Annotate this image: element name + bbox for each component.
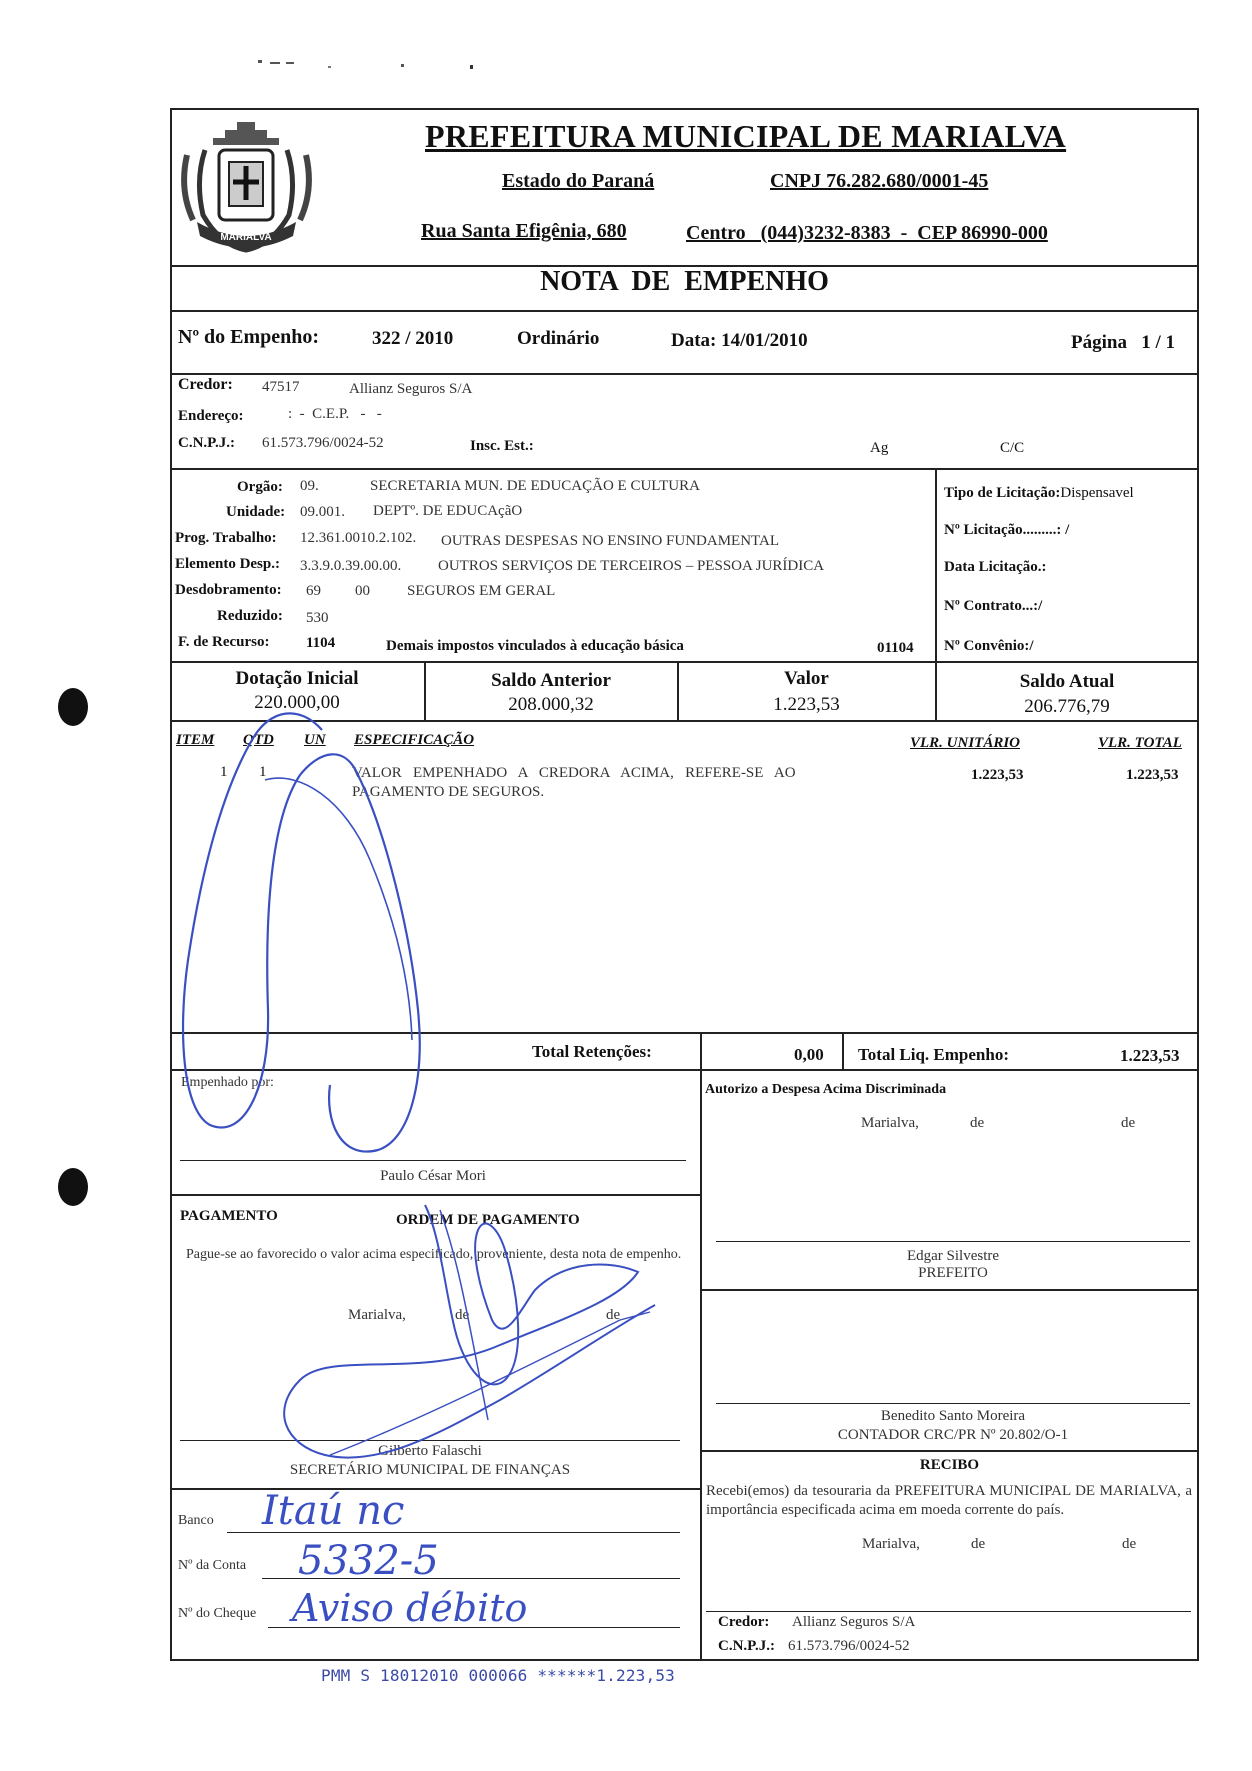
autorizo-city: Marialva,	[861, 1115, 919, 1131]
recibo-credor-value: Allianz Seguros S/A	[792, 1614, 916, 1630]
unidade-code: 09.001.	[300, 504, 345, 520]
endereco-label: Endereço:	[178, 408, 244, 424]
logo-banner-text: MARIALVA	[220, 232, 272, 243]
autorizo-de2: de	[1121, 1115, 1136, 1131]
valor-label: Valor	[784, 668, 829, 689]
header-state: Estado do Paraná	[502, 170, 655, 192]
total-retencoes-label: Total Retenções:	[532, 1042, 652, 1061]
unidade-desc: DEPTº. DE EDUCAçãO	[373, 503, 523, 519]
prog-trabalho-desc: OUTRAS DESPESAS NO ENSINO FUNDAMENTAL	[441, 533, 779, 549]
scan-specks	[258, 58, 488, 70]
cnpj-label: C.N.P.J.:	[178, 435, 235, 451]
banco-handwritten: Itaú nc	[262, 1488, 405, 1534]
divider	[842, 1032, 844, 1070]
reduzido-label: Reduzido:	[217, 608, 283, 624]
signature-line	[706, 1611, 1191, 1612]
saldo-atual-label: Saldo Atual	[1019, 671, 1115, 692]
page-title: PREFEITURA MUNICIPAL DE MARIALVA	[425, 118, 1067, 154]
signature-line	[716, 1241, 1190, 1242]
numero-convenio: Nº Convênio:/	[944, 638, 1034, 654]
contador-role: CONTADOR CRC/PR Nº 20.802/O-1	[837, 1427, 1069, 1443]
header-cnpj: CNPJ 76.282.680/0001-45	[770, 170, 989, 192]
recibo-cnpj-value: 61.573.796/0024-52	[788, 1638, 910, 1654]
credor-code: 47517	[262, 379, 300, 395]
autorizo-de1: de	[970, 1115, 985, 1131]
divider	[170, 1194, 701, 1196]
recibo-credor-label: Credor:	[718, 1614, 770, 1630]
divider	[170, 373, 1199, 375]
col-item: ITEM	[176, 732, 215, 748]
recibo-de2: de	[1122, 1536, 1137, 1552]
pagamento-city: Marialva,	[348, 1307, 406, 1323]
prefeito-name: Edgar Silvestre	[906, 1248, 1000, 1264]
tipo-licitacao-value: Dispensavel	[1060, 485, 1134, 501]
saldo-atual-value: 206.776,79	[1024, 696, 1110, 717]
credor-name: Allianz Seguros S/A	[349, 381, 473, 397]
municipal-coat-of-arms-logo	[175, 110, 318, 258]
recurso-label: F. de Recurso:	[178, 634, 270, 650]
reduzido-value: 530	[306, 610, 329, 626]
empenhado-por-name: Paulo César Mori	[380, 1168, 486, 1184]
saldo-anterior-label: Saldo Anterior	[491, 670, 611, 691]
empenho-date: Data: 14/01/2010	[671, 330, 808, 351]
divider	[700, 1450, 1199, 1452]
divider	[170, 720, 1199, 722]
divider	[170, 1032, 1199, 1034]
cheque-label: Nº do Cheque	[178, 1606, 257, 1621]
pagamento-label: PAGAMENTO	[180, 1208, 278, 1224]
empenho-type: Ordinário	[517, 328, 600, 349]
divider	[170, 1488, 701, 1490]
item-spec-line2: PAGAMENTO DE SEGUROS.	[352, 784, 545, 800]
orgao-label: Orgão:	[237, 479, 283, 495]
pagamento-text: Pague-se ao favorecido o valor acima especificado, proveniente, desta nota de empenho.	[186, 1247, 682, 1262]
recibo-cnpj-label: C.N.P.J.:	[718, 1638, 775, 1654]
item-total-value: 1.223,53	[1126, 767, 1179, 783]
divider	[170, 468, 1199, 470]
recurso-code: 1104	[306, 635, 336, 651]
header-contact: Centro (044)3232-8383 - CEP 86990-000	[686, 222, 1048, 244]
prog-trabalho-label: Prog. Trabalho:	[175, 530, 277, 546]
banco-label: Banco	[178, 1513, 214, 1528]
prog-trabalho-code: 12.361.0010.2.102.	[300, 530, 417, 546]
contador-name: Benedito Santo Moreira	[880, 1408, 1026, 1424]
recibo-city: Marialva,	[862, 1536, 920, 1552]
cheque-handwritten: Aviso débito	[292, 1586, 528, 1630]
conta-handwritten: 5332-5	[298, 1538, 439, 1584]
page-number: Página 1 / 1	[1071, 332, 1175, 353]
desdobramento-code: 69	[306, 583, 321, 599]
endereco-value: : - C.E.P. - -	[288, 406, 382, 422]
divider	[170, 661, 1199, 663]
saldo-anterior-value: 208.000,32	[508, 694, 594, 715]
item-unit-value: 1.223,53	[971, 767, 1024, 783]
pagamento-de1: de	[455, 1307, 470, 1323]
divider	[170, 1069, 1199, 1071]
dotacao-inicial-label: Dotação Inicial	[235, 668, 359, 689]
valor-value: 1.223,53	[773, 694, 840, 715]
divider	[700, 1069, 702, 1659]
insc-est-label: Insc. Est.:	[470, 438, 534, 454]
agencia-label: Ag	[870, 440, 889, 456]
total-liq-label: Total Liq. Empenho:	[858, 1045, 1009, 1064]
cnpj-value: 61.573.796/0024-52	[262, 435, 384, 451]
elemento-label: Elemento Desp.:	[175, 556, 280, 572]
tipo-licitacao-label	[944, 485, 1134, 502]
recurso-ref: 01104	[877, 640, 914, 656]
signature-line	[180, 1440, 680, 1441]
item-qtd: 1	[259, 764, 267, 780]
recibo-de1: de	[971, 1536, 986, 1552]
total-retencoes-value: 0,00	[794, 1045, 824, 1064]
elemento-desc: OUTROS SERVIÇOS DE TERCEIROS – PESSOA JURÍDICA	[438, 558, 825, 574]
col-qtd: QTD	[243, 732, 274, 748]
empenhado-por-label: Empenhado por:	[181, 1075, 274, 1090]
mechanical-payment-stamp: PMM S 18012010 000066 ******1.223,53	[321, 1666, 675, 1685]
elemento-code: 3.3.9.0.39.00.00.	[300, 558, 402, 574]
dotacao-inicial-value: 220.000,00	[254, 692, 340, 713]
autorizo-label: Autorizo a Despesa Acima Discriminada	[705, 1082, 947, 1097]
divider	[700, 1289, 1199, 1291]
numero-licitacao: Nº Licitação.........: /	[944, 522, 1070, 538]
document-title: NOTA DE EMPENHO	[540, 266, 829, 297]
orgao-desc: SECRETARIA MUN. DE EDUCAÇÃO E CULTURA	[370, 478, 700, 494]
divider	[935, 468, 937, 662]
numero-contrato: Nº Contrato...:/	[944, 598, 1043, 614]
col-vlr-unitario: VLR. UNITÁRIO	[910, 735, 1021, 751]
recurso-desc: Demais impostos vinculados à educação básica	[386, 638, 684, 654]
signature-line	[180, 1160, 686, 1161]
ordem-pagamento-label: ORDEM DE PAGAMENTO	[396, 1212, 580, 1228]
prefeito-role: PREFEITO	[918, 1265, 988, 1281]
signature-line	[716, 1403, 1190, 1404]
divider	[700, 1032, 702, 1070]
divider	[170, 310, 1199, 312]
col-vlr-total: VLR. TOTAL	[1098, 735, 1182, 751]
secretario-name: Gilberto Falaschi	[378, 1443, 482, 1459]
desdobramento-desc: SEGUROS EM GERAL	[407, 583, 556, 599]
binder-hole-top	[58, 688, 88, 726]
empenho-number: 322 / 2010	[372, 328, 454, 349]
item-number: 1	[220, 764, 228, 780]
secretario-role: SECRETÁRIO MUNICIPAL DE FINANÇAS	[289, 1462, 571, 1478]
conta-corrente-label: C/C	[1000, 440, 1025, 456]
recibo-text: Recebi(emos) da tesouraria da PREFEITURA MUNICIPAL DE MARIALVA, a importância especificada acima em moeda corrente do país.	[706, 1483, 1192, 1518]
orgao-code: 09.	[300, 478, 319, 494]
unidade-label: Unidade:	[226, 504, 286, 520]
desdobramento-label: Desdobramento:	[175, 582, 282, 598]
col-especificacao: ESPECIFICAÇÃO	[354, 732, 475, 748]
recibo-title: RECIBO	[919, 1457, 980, 1473]
header-address: Rua Santa Efigênia, 680	[421, 220, 627, 242]
desdobramento-sub: 00	[355, 583, 370, 599]
pagamento-de2: de	[606, 1307, 621, 1323]
conta-label: Nº da Conta	[178, 1558, 247, 1573]
empenho-label: Nº do Empenho:	[178, 326, 320, 348]
data-licitacao: Data Licitação.:	[944, 559, 1047, 575]
item-spec-line1: VALOR EMPENHADO A CREDORA ACIMA, REFERE-SE AO	[352, 765, 796, 781]
col-un: UN	[304, 732, 326, 748]
tipo-licitacao-label-text: Tipo de Licitação:	[944, 485, 1061, 501]
binder-hole-bottom	[58, 1168, 88, 1206]
total-liq-value: 1.223,53	[1120, 1046, 1180, 1065]
credor-label: Credor:	[178, 376, 233, 393]
